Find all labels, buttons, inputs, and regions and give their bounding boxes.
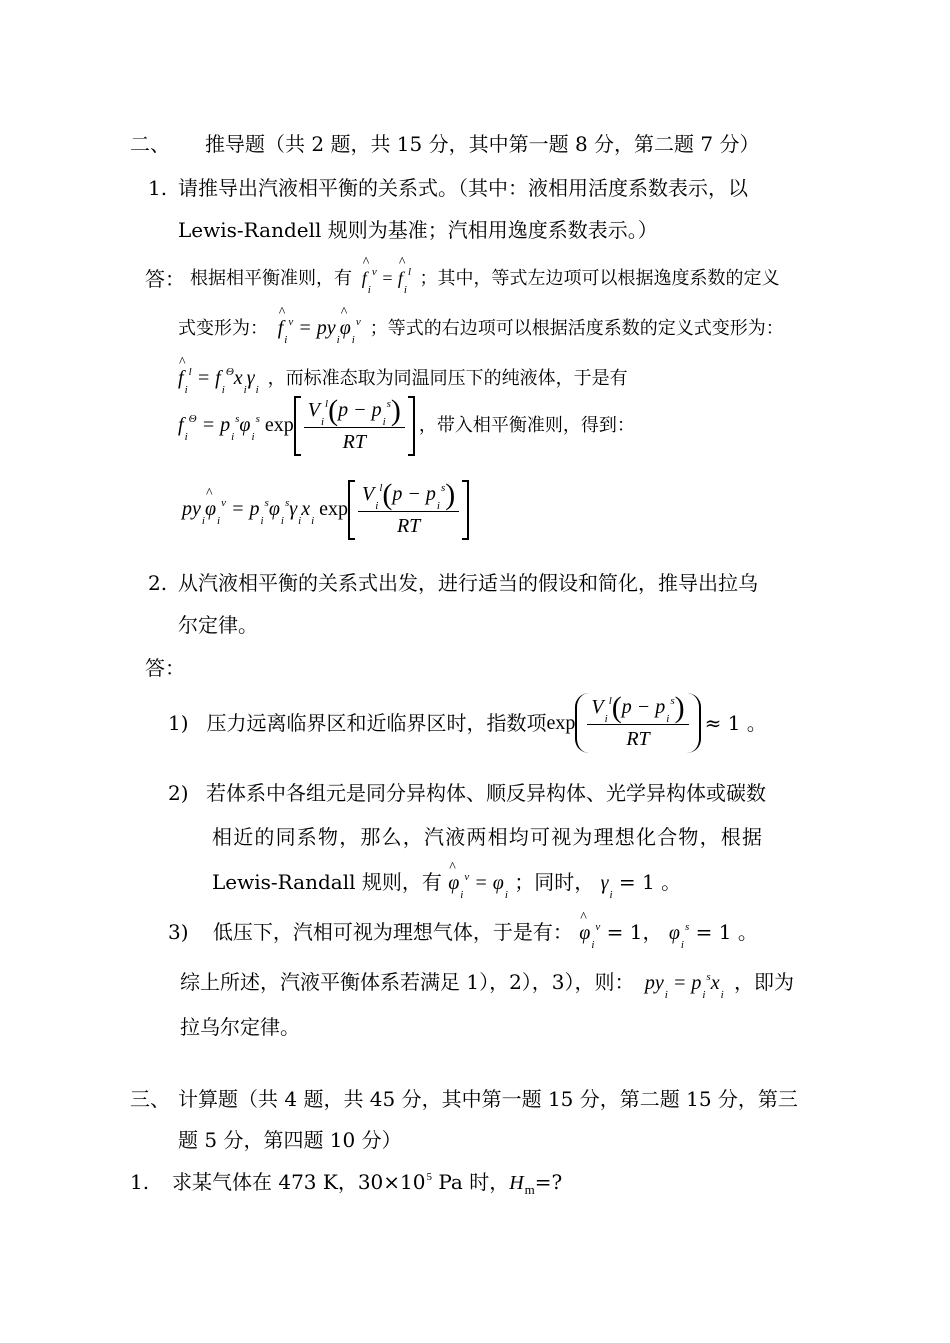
vapor-fugacity-formula: ^ $f_i^v$ = $py_i\^{}$ $\varphi_i^v$ [278, 317, 366, 339]
a2-item1-tail: ≈ 1 。 [704, 711, 767, 735]
exponential-term-formula: exp $\frac{V_i^l(p - p_i^s)}{RT}$ [547, 693, 701, 753]
saturated-phi-formula: $\varphi_i^s$ [668, 921, 690, 951]
a2-item1 [168, 693, 767, 753]
calc-q1-text [172, 1170, 562, 1198]
standard-fugacity-formula: $f_i^\Theta = p_i^s\varphi_i^s$ exp $\frac{V_i^l(p - p_i^s)}{RT}$ [178, 396, 415, 456]
a1-text1: 根据相平衡准则，有 [190, 268, 352, 289]
a1-line2 [178, 316, 784, 346]
q1-line1: 请推导出汽液相平衡的关系式。（其中：液相用活度系数表示，以 [178, 176, 748, 200]
calc-q1-text-a: 求某气体在 473 K，30×10 [172, 1170, 426, 1194]
a2-item2-number: 2) [168, 781, 189, 805]
calc-q1-number: 1. [130, 1170, 150, 1194]
a2-summary-text: 综上所述，汽液平衡体系若满足 1），2），3），则： [180, 970, 635, 994]
a2-item2-line3 [212, 870, 682, 901]
equilibrium-criterion-formula: ^ $f_i^v$ = ^ $f_i^l$ [362, 268, 416, 288]
calc-q1-exponent: 5 [426, 1171, 432, 1183]
section-2-number: 二、 [130, 132, 170, 156]
q2-line2: 尔定律。 [178, 613, 258, 637]
liquid-fugacity-formula: ^ $f_i^l = f_i^\Theta x_i\gamma_i$ [178, 367, 264, 389]
a2-item1-number: 1) [168, 711, 189, 735]
a2-item3-tail: = 1 。 [695, 920, 758, 944]
a2-summary-tail: ，即为 [734, 970, 794, 994]
a2-item2-line3b: ；同时， [514, 870, 595, 894]
calc-q1-text-c: =? [534, 1170, 563, 1194]
a2-item2-line2: 相近的同系物，那么，汽液两相均可视为理想化合物，根据 [212, 825, 764, 849]
a1-text5: ，而标准态取为同温同压下的纯液体，于是有 [267, 368, 628, 389]
section-3-line2: 题 5 分，第四题 10 分） [178, 1128, 402, 1152]
section-3-line1: 计算题（共 4 题，共 45 分，其中第一题 15 分，第二题 15 分，第三 [178, 1087, 798, 1111]
a1-text3: 式变形为： [178, 318, 268, 339]
a2-item3-text: 低压下，汽相可视为理想气体，于是有： [212, 920, 573, 944]
poynting-bracket: $\frac{V_i^l(p - p_i^s)}{RT}$ [294, 396, 415, 456]
a2-summary-line1 [180, 970, 794, 1001]
q2-line1: 从汽液相平衡的关系式出发，进行适当的假设和简化，推导出拉乌 [178, 571, 758, 595]
enthalpy-symbol: H [509, 1172, 524, 1194]
a1-line1 [190, 266, 780, 296]
a2-item1-text: 压力远离临界区和近临界区时，指数项 [206, 711, 547, 735]
a2-item3-mid: = 1， [606, 920, 663, 944]
a2-item2-line3c: = 1 。 [618, 870, 682, 894]
vapor-phi-formula: ^ $\varphi_i^v$ [579, 922, 600, 944]
q2-number: 2. [148, 571, 168, 595]
enthalpy-subscript: m [524, 1182, 535, 1197]
a1-label: 答： [145, 267, 185, 291]
a2-item2-line3a: Lewis-Randall 规则，有 [212, 870, 442, 894]
a1-text2: ；其中，等式左边项可以根据逸度系数的定义 [419, 268, 780, 289]
q1-number: 1. [148, 176, 168, 200]
a1-text4: ；等式的右边项可以根据活度系数的定义式变形为： [369, 318, 784, 339]
a2-label: 答： [145, 656, 185, 680]
a1-text6: ，带入相平衡准则，得到： [418, 415, 635, 436]
raoult-law-formula: $py_i = p_i^sx_i$ [644, 971, 724, 1001]
a2-item2-line1: 若体系中各组元是同分异构体、顺反异构体、光学异构体或碳数 [206, 781, 766, 805]
a1-line4 [178, 396, 635, 456]
poynting-bracket-2: $\frac{V_i^l(p - p_i^s)}{RT}$ [348, 480, 469, 540]
a2-item3 [168, 920, 758, 951]
vle-relation-formula: $py_i\^{}$ $\varphi_i^v = p_i^s\varphi_i^s\gamma_ix_i$ exp $\frac{V_i^l(p - p_i^s)}{RT}$ [182, 480, 469, 540]
activity-coefficient-formula: $\gamma_i$ [600, 872, 613, 901]
calc-q1-text-b: Pa 时， [432, 1170, 510, 1194]
a1-line3 [178, 366, 628, 396]
a2-summary-line2: 拉乌尔定律。 [180, 1015, 300, 1039]
section-3-number: 三、 [130, 1087, 170, 1111]
a2-item3-number: 3) [168, 920, 189, 944]
fugacity-coefficient-equality-formula: ^ $\varphi_i^v = \varphi_i$ [448, 872, 508, 894]
section-2-heading: 推导题（共 2 题，共 15 分，其中第一题 8 分，第二题 7 分） [205, 132, 760, 156]
q1-line2: Lewis-Randell 规则为基准；汽相用逸度系数表示。） [178, 218, 658, 242]
